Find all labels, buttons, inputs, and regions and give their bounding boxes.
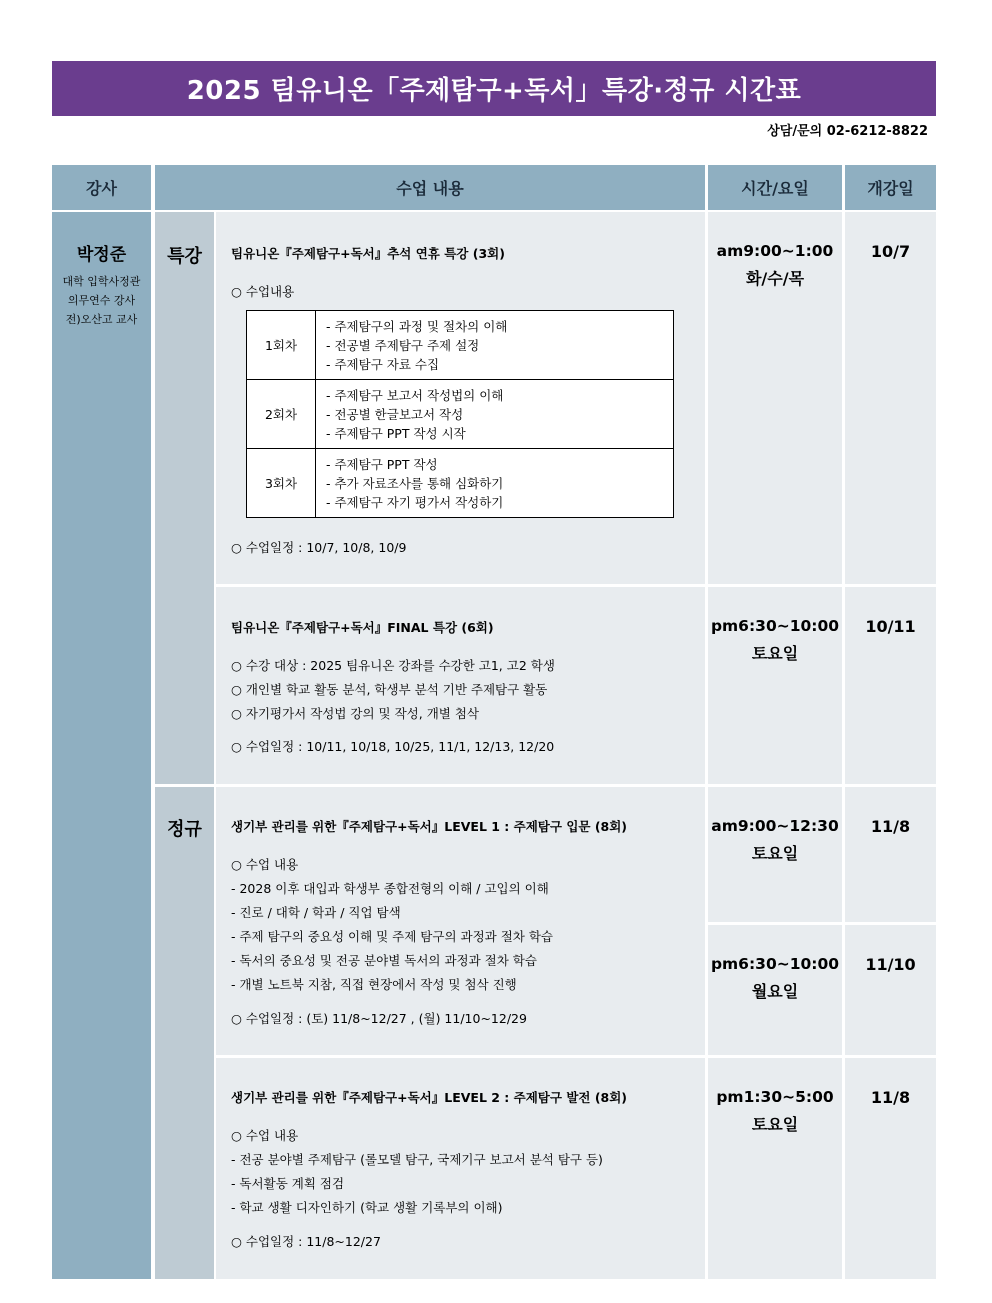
time-range: am9:00~1:00	[716, 242, 834, 260]
topic-line: - 주제탐구 자료 수집	[326, 356, 440, 372]
open-date: 11/10	[865, 955, 916, 974]
course-4-time	[708, 1058, 842, 1279]
header-content: 수업 내용	[155, 165, 705, 210]
course-schedule: ○ 수업일정 : 10/7, 10/8, 10/9	[231, 540, 407, 555]
topic-line: - 주제탐구 자기 평가서 작성하기	[326, 494, 504, 510]
topic-line: - 주제탐구 PPT 작성	[326, 456, 438, 472]
teacher-cell	[52, 212, 151, 1279]
page-title: 2025 팀유니온「주제탐구+독서」특강·정규 시간표	[52, 61, 936, 116]
type-special-cell	[155, 212, 214, 784]
teacher-desc	[52, 272, 151, 329]
session-round: 2회차	[247, 380, 316, 449]
topic-line: - 전공별 주제탐구 주제 설정	[326, 337, 480, 353]
course-2-time	[708, 587, 842, 784]
course-line: ○ 자기평가서 작성법 강의 및 작성, 개별 첨삭	[231, 706, 479, 721]
session-round: 1회차	[247, 311, 316, 380]
course-3-content	[216, 787, 705, 1055]
type-regular-cell	[155, 787, 214, 1279]
course-line: - 진로 / 대학 / 학과 / 직업 탐색	[231, 905, 401, 920]
course-line: - 독서의 중요성 및 전공 분야별 독서의 과정과 절차 학습	[231, 953, 537, 968]
course-schedule: ○ 수업일정 : 10/11, 10/18, 10/25, 11/1, 12/13, 12/20	[231, 739, 555, 754]
contact-info: 상담/문의 02-6212-8822	[767, 124, 928, 139]
open-date: 10/11	[865, 617, 916, 636]
time-range: pm6:30~10:00	[710, 617, 840, 635]
time-days: 토요일	[751, 844, 799, 863]
session-row	[247, 380, 674, 449]
session-topics	[316, 311, 674, 380]
teacher-desc-line: 전)오산고 교사	[65, 313, 138, 326]
session-topics	[316, 449, 674, 518]
course-line: ○ 수업 내용	[231, 857, 299, 872]
course-3-time-a	[708, 787, 842, 922]
topic-line: - 전공별 한글보고서 작성	[326, 406, 464, 422]
session-row	[247, 311, 674, 380]
session-round: 3회차	[247, 449, 316, 518]
teacher-desc-line: 의무연수 강사	[67, 294, 136, 307]
time-days: 화/수/목	[745, 269, 805, 288]
topic-line: - 추가 자료조사를 통해 심화하기	[326, 475, 504, 491]
course-line: ○ 수업내용	[231, 284, 295, 299]
time-days: 토요일	[751, 644, 799, 663]
topic-line: - 주제탐구 PPT 작성 시작	[326, 425, 466, 441]
type-regular-label: 정규	[167, 819, 202, 840]
time-range: am9:00~12:30	[711, 817, 839, 835]
time-days: 토요일	[751, 1115, 799, 1134]
course-3-time-b	[708, 925, 842, 1055]
course-1-time	[708, 212, 842, 584]
time-range: pm6:30~10:00	[710, 955, 840, 973]
course-line: ○ 수업 내용	[231, 1128, 299, 1143]
course-schedule: ○ 수업일정 : 11/8~12/27	[231, 1234, 381, 1249]
open-date: 10/7	[870, 242, 911, 261]
course-line: ○ 개인별 학교 활동 분석, 학생부 분석 기반 주제탐구 활동	[231, 682, 548, 697]
topic-line: - 주제탐구 보고서 작성법의 이해	[326, 387, 504, 403]
header-time: 시간/요일	[708, 165, 842, 210]
course-4-open	[845, 1058, 936, 1279]
course-line: ○ 수강 대상 : 2025 팀유니온 강좌를 수강한 고1, 고2 학생	[231, 658, 555, 673]
teacher-name: 박정준	[76, 245, 127, 265]
session-table	[246, 310, 674, 518]
session-row	[247, 449, 674, 518]
time-range: pm1:30~5:00	[716, 1088, 834, 1106]
course-line: - 개별 노트북 지참, 직접 현장에서 작성 및 첨삭 진행	[231, 977, 517, 992]
course-line: - 학교 생활 디자인하기 (학교 생활 기록부의 이해)	[231, 1200, 503, 1215]
course-4-content	[216, 1058, 705, 1279]
course-2-content	[216, 587, 705, 784]
course-title: 생기부 관리를 위한『주제탐구+독서』LEVEL 1 : 주제탐구 입문 (8회)	[231, 819, 628, 834]
header-teacher: 강사	[52, 165, 151, 210]
open-date: 11/8	[870, 817, 911, 836]
teacher-desc-line: 대학 입학사정관	[62, 275, 141, 288]
course-3-open-a	[845, 787, 936, 922]
course-schedule: ○ 수업일정 : (토) 11/8~12/27 , (월) 11/10~12/29	[231, 1011, 527, 1026]
course-title: 생기부 관리를 위한『주제탐구+독서』LEVEL 2 : 주제탐구 발전 (8회)	[231, 1090, 628, 1105]
course-1-content	[216, 212, 705, 584]
open-date: 11/8	[870, 1088, 911, 1107]
course-title: 팀유니온『주제탐구+독서』FINAL 특강 (6회)	[231, 620, 494, 635]
course-2-open	[845, 587, 936, 784]
course-line: - 주제 탐구의 중요성 이해 및 주제 탐구의 과정과 절차 학습	[231, 929, 553, 944]
time-days: 월요일	[751, 982, 799, 1001]
course-3-open-b	[845, 925, 936, 1055]
course-line: - 2028 이후 대입과 학생부 종합전형의 이해 / 고입의 이해	[231, 881, 549, 896]
course-line: - 전공 분야별 주제탐구 (롤모델 탐구, 국제기구 보고서 분석 탐구 등)	[231, 1152, 603, 1167]
course-line: - 독서활동 계획 점검	[231, 1176, 345, 1191]
course-1-open	[845, 212, 936, 584]
topic-line: - 주제탐구의 과정 및 절차의 이해	[326, 318, 508, 334]
course-title: 팀유니온『주제탐구+독서』추석 연휴 특강 (3회)	[231, 246, 505, 261]
session-topics	[316, 380, 674, 449]
header-open: 개강일	[845, 165, 936, 210]
type-special-label: 특강	[167, 246, 202, 267]
